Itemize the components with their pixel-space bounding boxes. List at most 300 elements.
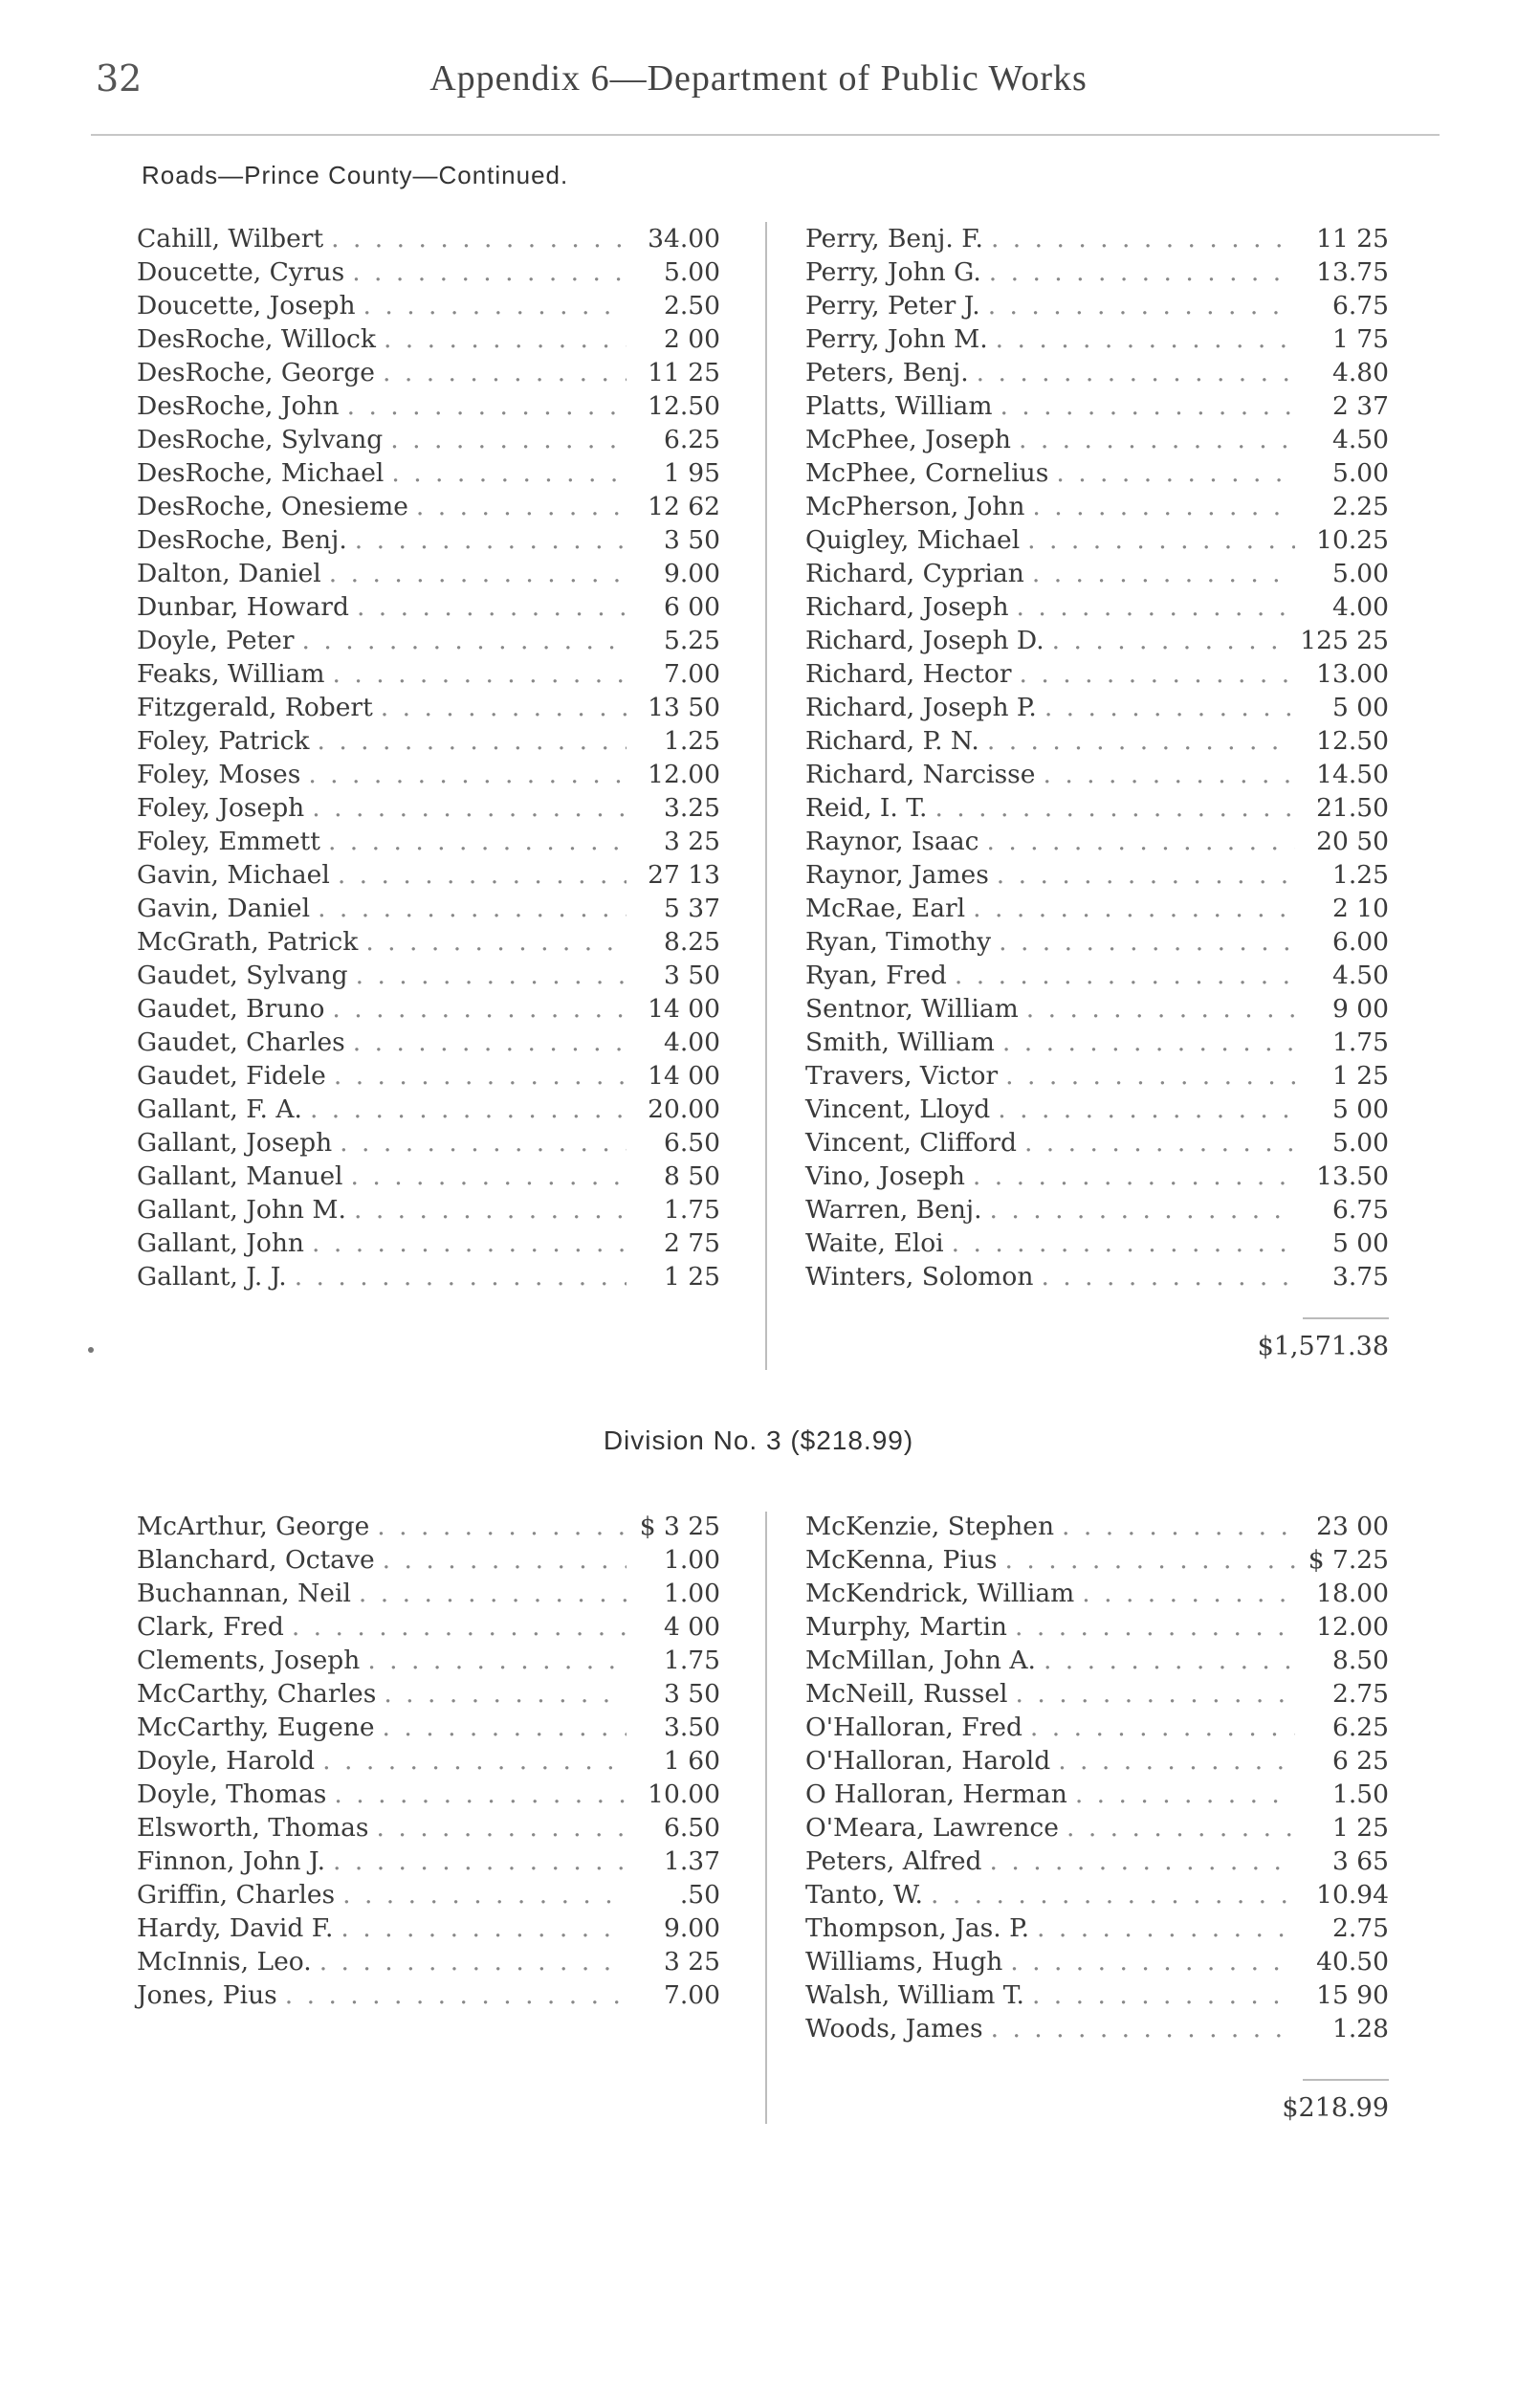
dot-leader [354,1193,627,1226]
dot-leader [1044,1644,1295,1677]
dot-leader [989,255,1295,289]
payment-amount: 7.00 [663,659,720,689]
list-item [137,724,720,758]
list-item [137,1577,720,1610]
dot-leader [1052,624,1293,657]
list-item [805,289,1389,322]
list-item [137,758,720,791]
list-item [805,1978,1389,2012]
list-item [137,389,720,423]
payment-amount: 6.25 [663,425,720,454]
payment-amount: 10.94 [1316,1880,1389,1910]
dot-leader [934,791,1295,825]
payee-name: Perry, Benj. F. [805,224,983,254]
payee-name: Gaudet, Sylvang [137,961,348,990]
payment-amount: 4.50 [1331,961,1389,990]
payment-amount: 2 75 [663,1228,720,1258]
dot-leader [333,657,627,691]
dot-leader [1010,1945,1295,1978]
dot-leader [329,557,627,590]
payee-name: Gaudet, Bruno [137,994,325,1024]
list-item [805,423,1389,456]
section1-right-column [805,222,1389,1293]
list-item [805,456,1389,490]
dot-leader [322,1744,627,1778]
payment-amount: 4.00 [1331,592,1389,622]
list-item [137,992,720,1026]
dot-leader [952,1226,1295,1260]
payment-amount: 9.00 [663,1913,720,1943]
section2-total: $218.99 [1282,2093,1389,2123]
payment-amount: 6.50 [663,1813,720,1843]
dot-leader [1075,1778,1295,1811]
dot-leader [333,1845,627,1878]
list-item [805,825,1389,858]
payment-amount: 1.75 [663,1646,720,1675]
payee-name: Smith, William [805,1027,995,1057]
payment-amount: 5.00 [663,257,720,287]
payment-amount: 1.37 [663,1846,720,1876]
payment-amount: 2.75 [1331,1679,1389,1709]
list-item [805,1778,1389,1811]
dot-leader [384,322,627,356]
payment-amount: 6 00 [663,592,720,622]
payee-name: Gavin, Michael [137,860,330,890]
payment-amount: 2 37 [1331,391,1389,421]
payment-amount: 1.28 [1331,2014,1389,2043]
dot-leader [973,1160,1295,1193]
dot-leader [1005,1543,1296,1577]
list-item [137,289,720,322]
payment-amount: 14 00 [648,994,720,1024]
payee-name: Gallant, Joseph [137,1128,333,1158]
list-item [137,1711,720,1744]
dot-leader [1027,523,1295,557]
payee-name: Foley, Patrick [137,726,310,756]
dot-leader [285,1978,627,2012]
dot-leader [377,1510,627,1543]
page-title: Appendix 6—Department of Public Works [429,58,1088,99]
dot-leader [338,858,627,892]
payee-name: McMillan, John A. [805,1646,1036,1675]
payment-amount: 1.75 [1331,1027,1389,1057]
dot-leader [1002,1026,1295,1059]
list-item [137,657,720,691]
list-item [137,1644,720,1677]
payee-name: McRae, Earl [805,894,966,923]
list-item [805,791,1389,825]
payee-name: Doyle, Thomas [137,1779,327,1809]
payee-name: Foley, Joseph [137,793,305,823]
dot-leader [1043,758,1295,791]
list-item [137,255,720,289]
list-item [805,1878,1389,1911]
payee-name: Ryan, Timothy [805,927,992,957]
dot-leader [1000,389,1295,423]
payee-name: Richard, Cyprian [805,559,1024,588]
section1-left-column [137,222,720,1293]
list-item [137,1911,720,1945]
dot-leader [1020,657,1295,691]
dot-leader [363,289,627,322]
list-item [137,1610,720,1644]
list-item [137,523,720,557]
payment-amount: 6.00 [1331,927,1389,957]
dot-leader [990,1845,1295,1878]
dot-leader [341,1911,627,1945]
payment-amount: 5 00 [1331,1094,1389,1124]
list-item [137,222,720,255]
payee-name: Perry, Peter J. [805,291,980,320]
list-item [137,590,720,624]
payee-name: Richard, P. N. [805,726,979,756]
list-item [805,1510,1389,1543]
payee-name: McPherson, John [805,492,1025,521]
payee-name: Waite, Eloi [805,1228,944,1258]
payment-amount: 12.00 [1316,1612,1389,1642]
payee-name: McKenna, Pius [805,1545,998,1575]
payee-name: Richard, Joseph P. [805,693,1037,722]
payee-name: O'Halloran, Fred [805,1712,1022,1742]
payment-amount: 2.75 [1331,1913,1389,1943]
payment-amount: 2 10 [1331,894,1389,923]
payment-amount: 13.50 [1316,1161,1389,1191]
payee-name: Dalton, Daniel [137,559,321,588]
payee-name: O'Meara, Lawrence [805,1813,1059,1843]
list-item [805,1644,1389,1677]
payee-name: Gaudet, Charles [137,1027,345,1057]
dot-leader [312,1226,627,1260]
list-item [137,925,720,959]
header-rule [91,134,1440,136]
payee-name: Thompson, Jas. P. [805,1913,1030,1943]
payee-name: Richard, Hector [805,659,1012,689]
list-item [805,925,1389,959]
payee-name: Vincent, Lloyd [805,1094,991,1124]
payment-amount: 1.25 [663,726,720,756]
payee-name: McInnis, Leo. [137,1947,312,1977]
list-item [805,590,1389,624]
dot-leader [416,490,627,523]
payee-name: Vincent, Clifford [805,1128,1017,1158]
list-item [137,1160,720,1193]
dot-leader [1017,590,1295,624]
dot-leader [997,858,1295,892]
list-item [137,356,720,389]
dot-leader [990,1193,1295,1226]
list-item [805,557,1389,590]
dot-leader [340,1126,627,1160]
dot-leader [973,892,1295,925]
list-item [137,322,720,356]
payee-name: Fitzgerald, Robert [137,693,373,722]
payment-amount: 5.00 [1331,1128,1389,1158]
list-item [137,1845,720,1878]
payment-amount: 5.00 [1331,559,1389,588]
payment-amount: 2.50 [663,291,720,320]
list-item [137,1026,720,1059]
payment-amount: .50 [679,1880,720,1910]
list-item [805,322,1389,356]
dot-leader [359,1577,627,1610]
dot-leader [1032,557,1295,590]
dot-leader [1044,691,1295,724]
dot-leader [295,1260,627,1293]
dot-leader [331,222,627,255]
payee-name: Warren, Benj. [805,1195,982,1225]
payment-amount: 12 62 [648,492,720,521]
list-item [805,1677,1389,1711]
list-item [805,2012,1389,2045]
dot-leader [955,959,1295,992]
payment-amount: 5 00 [1331,693,1389,722]
payment-amount: 5.00 [1331,458,1389,488]
dot-leader [988,289,1295,322]
payee-name: Finnon, John J. [137,1846,325,1876]
list-item [137,1978,720,2012]
list-item [137,1226,720,1260]
payment-amount: 6 25 [1331,1746,1389,1776]
list-item [805,858,1389,892]
payment-amount: 2 00 [663,324,720,354]
list-item [805,624,1389,657]
payment-amount: 23 00 [1316,1512,1389,1541]
dot-leader [1056,456,1295,490]
list-item [805,959,1389,992]
payee-name: McCarthy, Eugene [137,1712,375,1742]
payment-amount: 10.25 [1316,525,1389,555]
dot-leader [357,590,627,624]
list-item [805,389,1389,423]
section2-total-rule [1303,2079,1389,2081]
payment-amount: 3.25 [663,793,720,823]
list-item [137,1677,720,1711]
payee-name: Winters, Solomon [805,1262,1034,1292]
dot-leader [383,1543,627,1577]
dot-leader [999,925,1295,959]
list-item [137,423,720,456]
payee-name: Elsworth, Thomas [137,1813,369,1843]
payee-name: Ryan, Fred [805,961,947,990]
list-item [805,1093,1389,1126]
payment-amount: 1 60 [663,1746,720,1776]
list-item [137,1193,720,1226]
dot-leader [1058,1744,1295,1778]
payee-name: Richard, Joseph [805,592,1009,622]
dot-leader [317,724,627,758]
payment-amount: 4.00 [663,1027,720,1057]
payee-name: Buchannan, Neil [137,1579,351,1608]
dot-leader [1066,1811,1295,1845]
payee-name: Reid, I. T. [805,793,928,823]
dot-leader [292,1610,627,1644]
payee-name: Clements, Joseph [137,1646,361,1675]
payment-amount: 12.50 [648,391,720,421]
payee-name: O Halloran, Herman [805,1779,1067,1809]
list-item [137,1811,720,1845]
payee-name: Quigley, Michael [805,525,1021,555]
payment-amount: 6.25 [1331,1712,1389,1742]
payment-amount: 1.00 [663,1579,720,1608]
payee-name: DesRoche, Benj. [137,525,347,555]
dot-leader [1030,1711,1295,1744]
dot-leader [352,255,627,289]
payee-name: Raynor, Isaac [805,827,979,856]
payee-name: Gallant, J. J. [137,1262,287,1292]
payment-amount: 7.00 [663,1980,720,2010]
payment-amount: 3 50 [663,961,720,990]
payment-amount: 13.75 [1316,257,1389,287]
list-item [137,490,720,523]
dot-leader [1037,1911,1295,1945]
dot-leader [986,825,1295,858]
dot-leader [1019,423,1295,456]
payment-amount: 14.50 [1316,760,1389,789]
dot-leader [996,322,1295,356]
dot-leader [1024,1126,1295,1160]
list-item [137,959,720,992]
dot-leader [319,1945,627,1978]
payment-amount: 6.50 [663,1128,720,1158]
payee-name: Tanto, W. [805,1880,923,1910]
payee-name: Platts, William [805,391,993,421]
list-item [805,1126,1389,1160]
dot-leader [1062,1510,1295,1543]
payee-name: Travers, Victor [805,1061,999,1091]
payee-name: Doyle, Peter [137,626,295,655]
payment-amount: 13.00 [1316,659,1389,689]
list-item [805,1193,1389,1226]
list-item [805,992,1389,1026]
dot-leader [347,389,627,423]
payee-name: O'Halloran, Harold [805,1746,1051,1776]
payee-name: Doyle, Harold [137,1746,316,1776]
payment-amount: 3 25 [663,827,720,856]
payee-name: Williams, Hugh [805,1947,1003,1977]
payment-amount: 15 90 [1316,1980,1389,2010]
payee-name: McCarthy, Charles [137,1679,377,1709]
payment-amount: 8 50 [663,1161,720,1191]
list-item [805,1845,1389,1878]
payment-amount: 3 50 [663,1679,720,1709]
payee-name: Dunbar, Howard [137,592,349,622]
payment-amount: 3 65 [1331,1846,1389,1876]
payee-name: Peters, Benj. [805,358,969,387]
section2-left-column [137,1510,720,2012]
payee-name: McPhee, Joseph [805,425,1011,454]
payment-amount: 1.25 [1331,860,1389,890]
dot-leader [355,523,627,557]
list-item [805,523,1389,557]
section1-total-rule [1303,1317,1389,1319]
dot-leader [384,1677,627,1711]
payment-amount: 9.00 [663,559,720,588]
list-item [137,1126,720,1160]
payment-amount: 12.50 [1316,726,1389,756]
list-item [805,1026,1389,1059]
payee-name: Perry, John G. [805,257,981,287]
list-item [805,1226,1389,1260]
dot-leader [342,1878,627,1911]
dot-leader [367,1644,627,1677]
payment-amount: 21.50 [1316,793,1389,823]
list-item [805,1160,1389,1193]
payment-amount: 1.75 [663,1195,720,1225]
payment-amount: 18.00 [1316,1579,1389,1608]
dot-leader [334,1778,627,1811]
section2-right-column [805,1510,1389,2045]
list-item [137,825,720,858]
payment-amount: 1.50 [1331,1779,1389,1809]
list-item [137,1778,720,1811]
dot-leader [931,1878,1295,1911]
payment-amount: 6.75 [1331,1195,1389,1225]
dot-leader [328,825,627,858]
dot-leader [1016,1677,1296,1711]
payee-name: Foley, Moses [137,760,301,789]
payee-name: DesRoche, Onesieme [137,492,408,521]
list-item [805,490,1389,523]
payee-name: McPhee, Cornelius [805,458,1049,488]
payment-amount: 1 75 [1331,324,1389,354]
payment-amount: 11 25 [1316,224,1389,254]
list-item [805,1577,1389,1610]
dot-leader [383,356,627,389]
payee-name: Gaudet, Fidele [137,1061,326,1091]
dot-leader [987,724,1295,758]
list-item [805,1260,1389,1293]
payment-amount: 12.00 [648,760,720,789]
dot-leader [334,1059,627,1093]
dot-leader [312,791,627,825]
payment-amount: 13 50 [648,693,720,722]
payee-name: Sentnor, William [805,994,1019,1024]
payment-amount: 1.00 [663,1545,720,1575]
payee-name: Walsh, William T. [805,1980,1024,2010]
payment-amount: 8.25 [663,927,720,957]
dot-leader [390,423,627,456]
list-item [137,557,720,590]
payee-name: Gallant, F. A. [137,1094,302,1124]
dot-leader [318,892,627,925]
list-item [805,892,1389,925]
payee-name: McKendrick, William [805,1579,1075,1608]
payment-amount: 5 37 [663,894,720,923]
payee-name: Doucette, Joseph [137,291,356,320]
section-heading: Roads—Prince County—Continued. [142,161,569,189]
list-item [137,1059,720,1093]
payment-amount: 1 25 [663,1262,720,1292]
list-item [137,1093,720,1126]
margin-mark [88,1347,94,1353]
payee-name: Feaks, William [137,659,325,689]
list-item [805,255,1389,289]
payee-name: Griffin, Charles [137,1880,336,1910]
list-item [805,724,1389,758]
payment-amount: 3 50 [663,525,720,555]
payment-amount: 11 25 [648,358,720,387]
list-item [137,791,720,825]
dot-leader [356,959,627,992]
dot-leader [991,222,1295,255]
payee-name: Blanchard, Octave [137,1545,375,1575]
dot-leader [1026,992,1295,1026]
payment-amount: 4.50 [1331,425,1389,454]
payment-amount: 3 25 [663,1947,720,1977]
payment-amount: 3.50 [663,1712,720,1742]
payment-amount: 4 00 [663,1612,720,1642]
list-item [805,1610,1389,1644]
